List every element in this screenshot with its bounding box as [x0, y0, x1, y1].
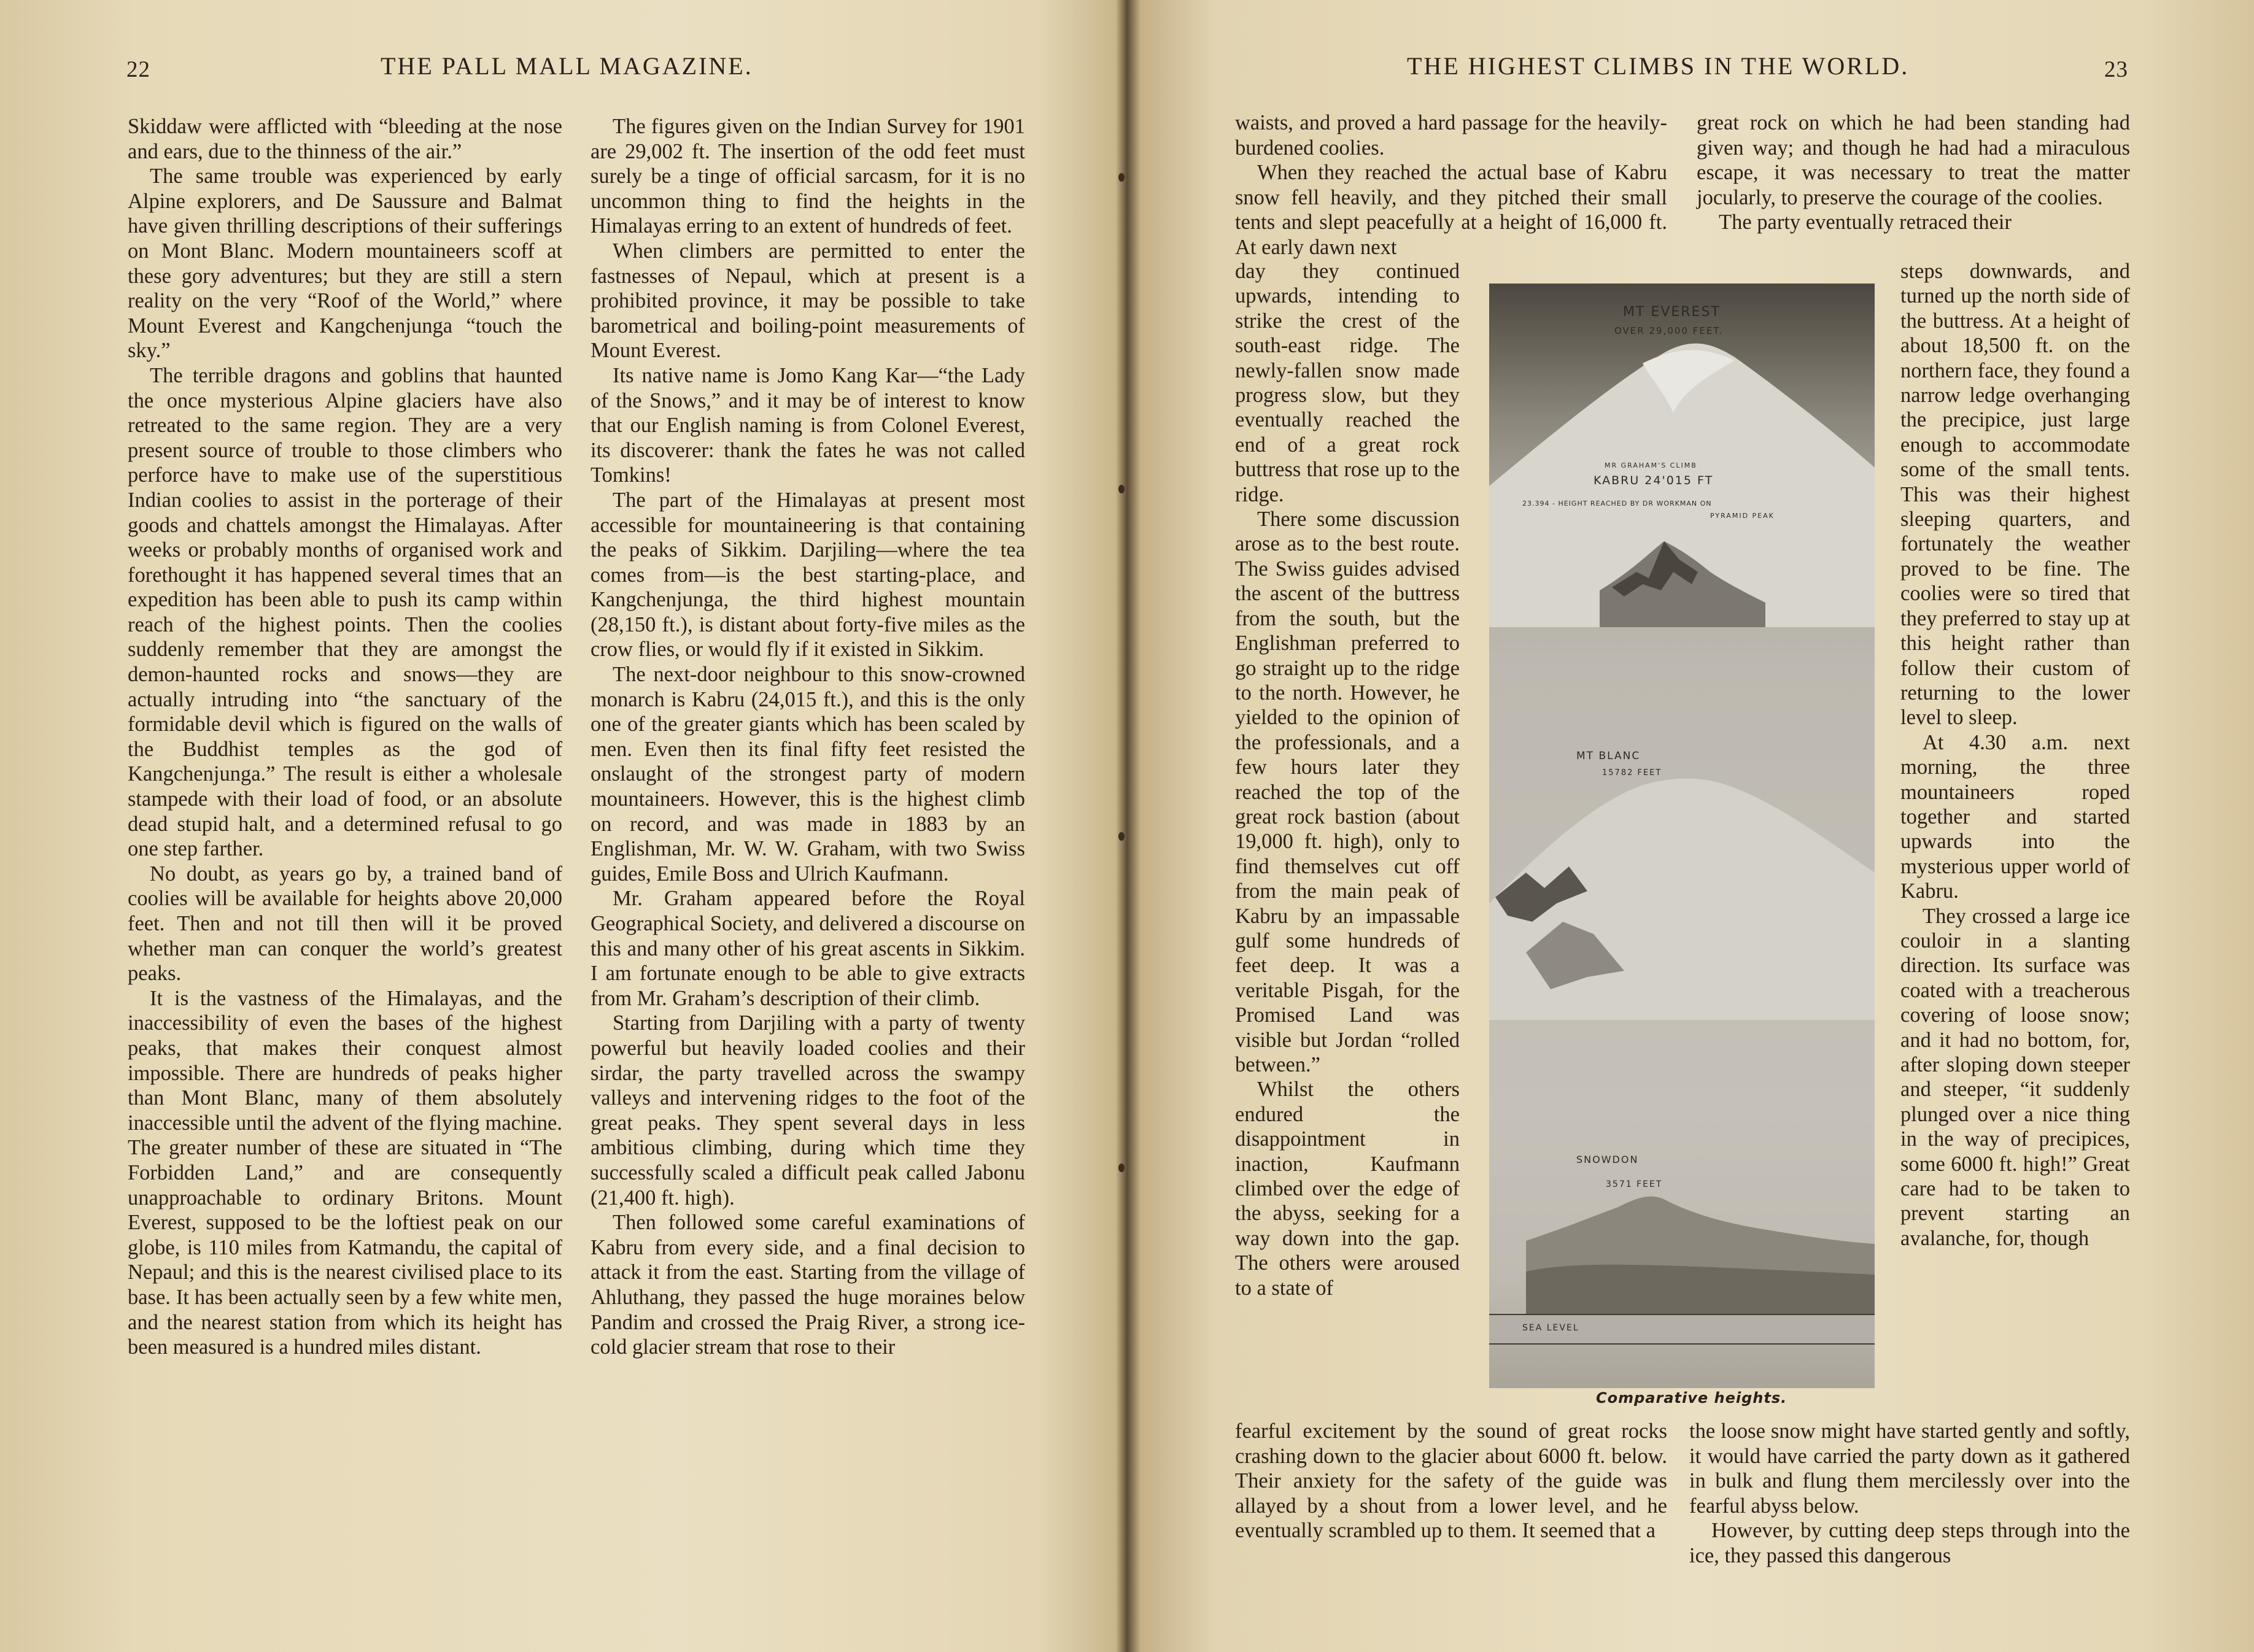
paragraph: Then followed some careful examinations of Kabru from every side, and a final decision to attack it from the east. Starting from the village of Ahluthang, they passed the huge moraines below Pandim and crossed the Praig River, a strong ice-cold glacier stream that rose to their — [591, 1211, 1025, 1359]
comparative-heights-illustration — [1489, 284, 1875, 1388]
right-column-2-narrow — [1900, 259, 2130, 1251]
paragraph: fearful excitement by the sound of great rocks crashing down to the glacier about 6000 ft. below. Their anxiety for the safety of the guide was allayed by a shout from a lower level, and he eventually scrambled up to them. It seemed that a — [1235, 1419, 1667, 1543]
running-head-right: THE HIGHEST CLIMBS IN THE WORLD. — [1407, 52, 1910, 80]
paragraph: However, by cutting deep steps through into the ice, they passed this dangerous — [1689, 1519, 2130, 1567]
paragraph: There some discussion arose as to the best route. The Swiss guides advised the ascent of the buttress from the south, but the Englishman preferred to go straight up to the ridge to the north. However, he yielded to the opinion of the professionals, and a few hours later they reached the top of the great rock bastion (about 19,000 ft. high), only to find themselves cut off from the main peak of Kabru by an impassable gulf some hundreds of feet deep. It was a veritable Pisgah, for the Promised Land was visible but Jordan “rolled between.” — [1235, 508, 1460, 1076]
everest-label: MT EVEREST — [1623, 304, 1721, 320]
paragraph: Mr. Graham appeared before the Royal Geographical Society, and delivered a discourse on this and many other of his great ascents in Sikkim. I am fortunate enough to be able to give extracts from Mr. Graham’s description of their climb. — [591, 887, 1025, 1010]
right-column-1-narrow — [1235, 259, 1460, 1300]
figure-caption: Comparative heights. — [1596, 1389, 1787, 1407]
paragraph: waists, and proved a hard passage for the heavily-burdened coolies. — [1235, 111, 1667, 160]
binding-thread-mark — [1118, 485, 1125, 493]
right-column-1-bottom — [1235, 1419, 1667, 1543]
snowdon-label: SNOWDON — [1576, 1154, 1639, 1165]
paragraph: The terrible dragons and goblins that haunted the once mysterious Alpine glaciers have also retreated to the same region. They are a very present source of trouble to those climbers who perforce have to make use of the superstitious Indian coolies to assist in the porterage of their goods and chattels amongst the Himalayas. After weeks or probably months of organised work and forethought it has happened several times that an expedition has been able to push its camp within reach of the highest points. Then the coolies suddenly remember that they are amongst the demon-haunted rocks and snows—they are actually intruding into “the sanctuary of the formidable devil which is figured on the walls of the Buddhist temples as the god of Kangchenjunga.” The result is either a wholesale stampede with their load of food, or an absolute dead stupid halt, and a determined refusal to go one step farther. — [128, 363, 562, 861]
paragraph: day they continued upwards, intending to strike the crest of the south-east ridge. The newly-fallen snow made progress slow, but they eventually reached the end of a great rock buttress that rose up to the ridge. — [1235, 260, 1460, 506]
left-column-2 — [591, 114, 1025, 1360]
paragraph: When they reached the actual base of Kabru snow fell heavily, and they pitched their small tents and slept peacefully at a height of 16,000 ft. At early dawn next — [1235, 161, 1667, 259]
paragraph: The party eventually retraced their — [1719, 210, 2012, 234]
paragraph: great rock on which he had been standing had given way; and though he had had a miraculous escape, it was necessary to treat the matter jocularly, to preserve the courage of the coolies. — [1697, 111, 2130, 209]
kabru-label: KABRU 24'015 FT — [1594, 474, 1714, 487]
paragraph: No doubt, as years go by, a trained band of coolies will be available for heights above 20,000 feet. Then and not till then will it be proved whether man can conquer the world’s greatest peaks. — [128, 862, 562, 986]
right-column-2-bottom — [1689, 1419, 2130, 1569]
workman-height-label: 23.394 - HEIGHT REACHED BY DR WORKMAN ON — [1522, 500, 1712, 508]
paragraph: When climbers are permitted to enter the fastnesses of Nepaul, which at present is a prohibited province, it may be possible to take barometrical and boiling-point measurements of Mount Everest. — [591, 239, 1025, 363]
right-column-2-top — [1697, 110, 2130, 235]
left-column-1 — [128, 114, 562, 1360]
everest-height-label: OVER 29,000 FEET. — [1614, 325, 1724, 336]
paragraph: the loose snow might have started gently and softly, it would have carried the party down as it gathered in bulk and flung them mercilessly over into the fearful abyss below. — [1689, 1419, 2130, 1518]
binding-thread-mark — [1118, 173, 1125, 182]
sea-level-label: SEA LEVEL — [1522, 1323, 1579, 1333]
right-column-1-top — [1235, 110, 1667, 260]
mont-blanc-height-label: 15782 FEET — [1602, 768, 1662, 778]
paragraph: Starting from Darjiling with a party of twenty powerful but heavily loaded coolies and their sirdar, the party travelled across the swampy valleys and intervening ridges to the foot of the great peaks. They spent several days in less ambitious climbing, during which time they successfully scaled a difficult peak called Jabonu (21,400 ft. high). — [591, 1011, 1025, 1210]
page-number-left: 22 — [126, 57, 150, 82]
paragraph: Skiddaw were afflicted with “bleeding at the nose and ears, due to the thinness of the air.” — [128, 115, 562, 163]
binding-thread-mark — [1118, 832, 1125, 841]
paragraph: It is the vastness of the Himalayas, and the inaccessibility of even the bases of the highest peaks, that makes their conquest almost impossible. There are hundreds of peaks higher than Mont Blanc, many of them absolutely inaccessible until the advent of the flying machine. The greater number of these are situated in “The Forbidden Land,” and are consequently unapproachable to ordinary Britons. Mount Everest, supposed to be the loftiest peak on our globe, is 110 miles from Katmandu, the capital of Nepaul; and this is the nearest civilised place to its base. It has been actually seen by a few white men, and the nearest station from which its height has been measured is a hundred miles distant. — [128, 986, 562, 1359]
binding-thread-mark — [1118, 1164, 1125, 1172]
paragraph: The part of the Himalayas at present most accessible for mountaineering is that containing the peaks of Sikkim. Darjiling—where the tea comes from—is the best starting-place, and Kangchenjunga, the third highest mountain (28,150 ft.), is distant about forty-five miles as the crow flies, or would fly if it existed in Sikkim. — [591, 488, 1025, 662]
page-number-right: 23 — [2104, 57, 2128, 82]
paragraph: steps downwards, and turned up the north side of the buttress. At a height of about 18,500 ft. on the northern face, they found a narrow ledge overhanging the precipice, just large enough to accommodate some of the small tents. This was their highest sleeping quarters, and fortunately the weather proved to be fine. The coolies were so tired that they preferred to stay up at this height rather than follow their custom of returning to the lower level to sleep. — [1900, 260, 2130, 730]
paragraph: The same trouble was experienced by early Alpine explorers, and De Saussure and Balmat have given thrilling descriptions of their sufferings on Mont Blanc. Modern mountaineers scoff at these gory adventures; but they are still a stern reality on the very “Roof of the World,” where Mount Everest and Kangchenjunga “touch the sky.” — [128, 164, 562, 363]
graham-climb-label: MR GRAHAM'S CLIMB — [1605, 461, 1697, 469]
pyramid-peak-label: PYRAMID PEAK — [1710, 512, 1775, 520]
paragraph: At 4.30 a.m. next morning, the three mountaineers roped together and started upwards into the mysterious upper world of Kabru. — [1900, 730, 2130, 903]
paragraph: Its native name is Jomo Kang Kar—“the Lady of the Snows,” and it may be of interest to know that our English naming is from Colonel Everest, its discoverer: thank the fates he was not called Tomkins! — [591, 363, 1025, 487]
mont-blanc-label: MT BLANC — [1576, 750, 1641, 762]
paragraph: The next-door neighbour to this snow-crowned monarch is Kabru (24,015 ft.), and this is the only one of the greater giants which has been scaled by men. Even then its final fifty feet resisted the onslaught of the strongest party of modern mountaineers. However, this is the highest climb on record, and was made in 1883 by an Englishman, Mr. W. W. Graham, with two Swiss guides, Emile Boss and Ulrich Kaufmann. — [591, 663, 1025, 886]
paragraph: Whilst the others endured the disappointment in inaction, Kaufmann climbed over the edge of the abyss, seeking for a way down into the gap. The others were aroused to a state of — [1235, 1078, 1460, 1300]
paragraph: The figures given on the Indian Survey for 1901 are 29,002 ft. The insertion of the odd feet must surely be a tinge of official sarcasm, for it is no uncommon thing to find the heights in the Himalayas erring to an extent of hundreds of feet. — [591, 115, 1025, 238]
running-head-left: THE PALL MALL MAGAZINE. — [381, 52, 753, 80]
mountain-drawing — [1489, 284, 1875, 1388]
snowdon-height-label: 3571 FEET — [1606, 1179, 1663, 1189]
paragraph: They crossed a large ice couloir in a slanting direction. Its surface was coated with a treacherous covering of loose snow; and it had no bottom, for, after sloping down steeper and steeper, “it suddenly plunged over a nice thing in the way of precipices, some 6000 ft. high!” Great care had to be taken to prevent starting an avalanche, for, though — [1900, 904, 2130, 1250]
